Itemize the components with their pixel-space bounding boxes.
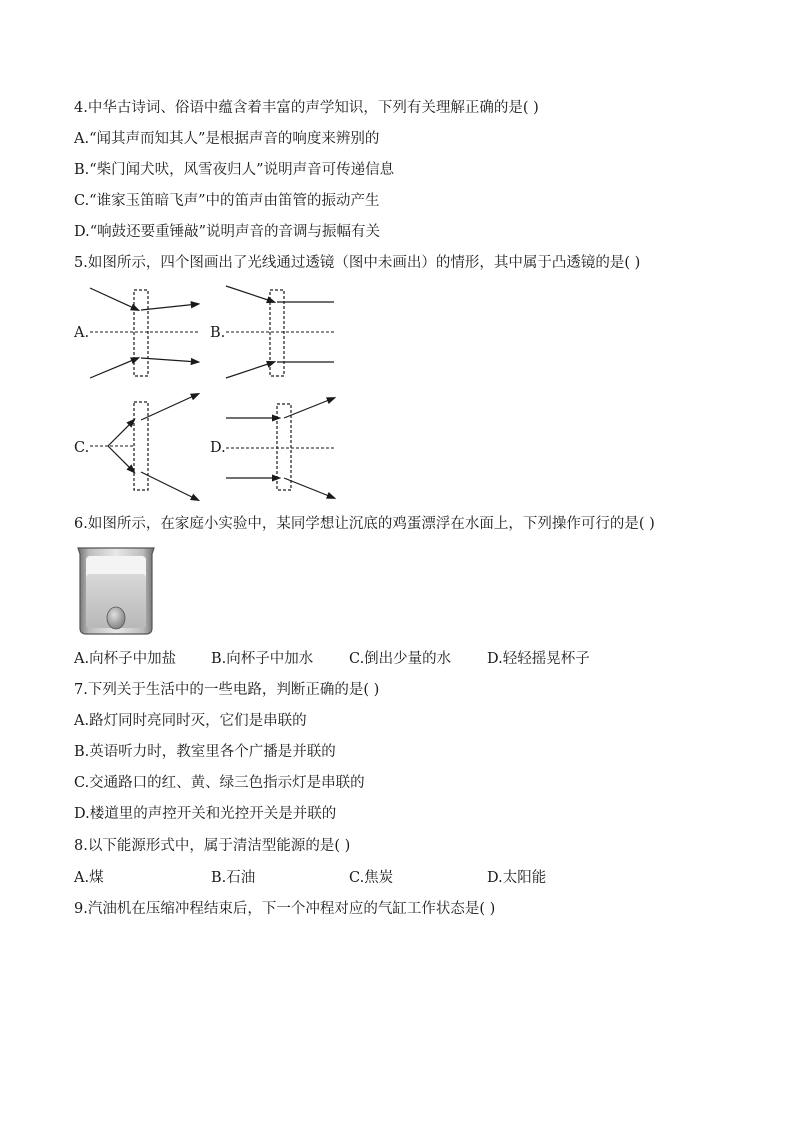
q5-label-c: C. [74,440,90,456]
q5-label-a: A. [74,325,90,341]
q5-label-b: B. [210,325,226,341]
q7-option-a: A.路灯同时亮同时灭，它们是串联的 [74,713,307,729]
q4-option-b: B.“柴门闻犬吠，风雪夜归人”说明声音可传递信息 [74,162,395,178]
q7-option-d: D.楼道里的声控开关和光控开关是并联的 [74,806,337,822]
q4-option-d: D.“响鼓还要重锤敲”说明声音的音调与振幅有关 [74,224,381,240]
q8-stem: 8.以下能源形式中，属于清洁型能源的是( ) [74,838,351,854]
q5-figure-c [88,392,200,502]
q7-option-b: B.英语听力时，教室里各个广播是并联的 [74,744,336,760]
q7-stem: 7.下列关于生活中的一些电路，判断正确的是( ) [74,682,380,698]
q6-option-b: B.向杯子中加水 [211,651,314,667]
q4-option-c: C.“谁家玉笛暗飞声”中的笛声由笛管的振动产生 [74,193,380,209]
q6-option-a: A.向杯子中加盐 [74,651,177,667]
q5-figure-d [224,392,336,502]
q5-label-d: D. [210,440,226,456]
q9-stem: 9.汽油机在压缩冲程结束后，下一个冲程对应的气缸工作状态是( ) [74,901,496,917]
q6-stem: 6.如图所示，在家庭小实验中，某同学想让沉底的鸡蛋漂浮在水面上，下列操作可行的是( ) [74,516,655,532]
q5-figure-b [224,282,336,380]
q4-option-a: A.“闻其声而知其人”是根据声音的响度来辨别的 [74,131,380,147]
q6-option-d: D.轻轻摇晃杯子 [487,651,590,667]
q4-stem: 4.中华古诗词、俗语中蕴含着丰富的声学知识，下列有关理解正确的是( ) [74,100,539,116]
beaker-with-egg-figure [76,544,156,636]
q8-option-d: D.太阳能 [487,870,547,886]
q6-option-c: C.倒出少量的水 [349,651,452,667]
q8-option-b: B.石油 [211,870,256,886]
q5-figure-a [88,282,200,380]
q8-option-c: C.焦炭 [349,870,394,886]
q8-option-a: A.煤 [74,870,104,886]
q7-option-c: C.交通路口的红、黄、绿三色指示灯是串联的 [74,775,365,791]
q5-stem: 5.如图所示，四个图画出了光线通过透镜（图中未画出）的情形，其中属于凸透镜的是( ) [74,255,641,271]
